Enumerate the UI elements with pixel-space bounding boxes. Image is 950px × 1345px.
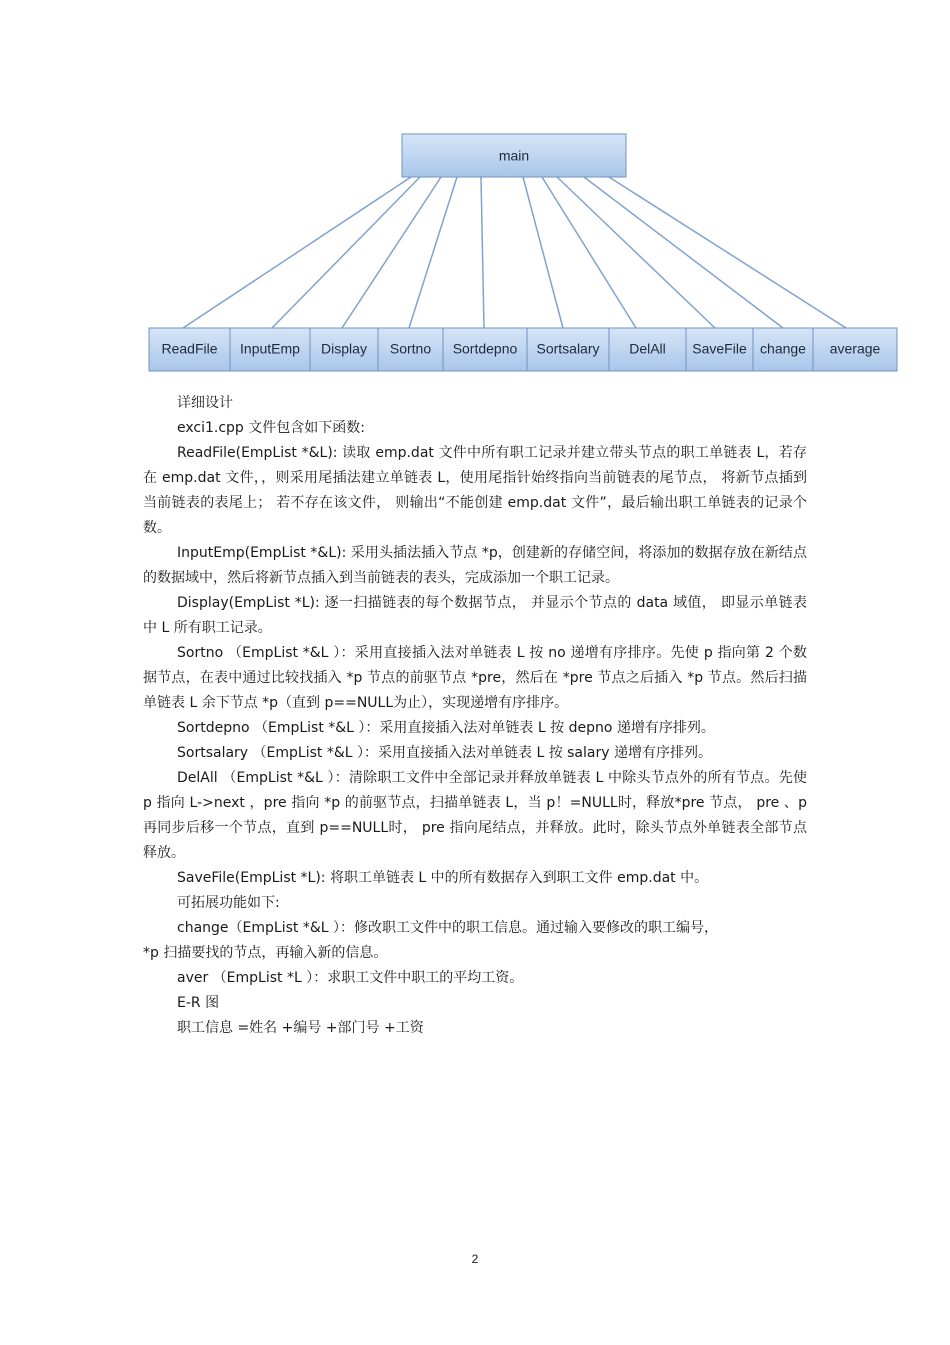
child-nodes xyxy=(149,328,897,371)
connector-line xyxy=(481,177,484,328)
paragraph: aver （EmpList *L ）：求职工文件中职工的平均工资。 xyxy=(177,970,524,986)
child-node-sortsalary xyxy=(527,328,609,371)
paragraph: InputEmp(EmpList *&L): 采用头插法插入节点 *p，创建新的存储空间，将添加的数据存放在新结点的数据域中，然后将新节点插入到当前链表的表头，完成添加一个职工记录。 xyxy=(143,545,807,586)
paragraph: SaveFile(EmpList *L): 将职工单链表 L 中的所有数据存入到职工文件 emp.dat 中。 xyxy=(177,870,709,886)
child-node-label: Display xyxy=(321,340,367,357)
connector-line xyxy=(557,177,715,328)
design-text xyxy=(143,391,807,1041)
connector-line xyxy=(409,177,457,328)
function-hierarchy-diagram xyxy=(0,0,950,380)
child-node-label: Sortno xyxy=(389,340,432,357)
child-node-savefile xyxy=(686,328,753,371)
connector-line xyxy=(342,177,441,328)
paragraph: 职工信息 =姓名 +编号 +部门号 +工资 xyxy=(177,1020,424,1036)
root-node xyxy=(402,134,626,177)
paragraph: E-R 图 xyxy=(177,995,220,1011)
paragraph: Sortsalary （EmpList *&L ）：采用直接插入法对单链表 L 按 salary 递增有序排列。 xyxy=(177,745,712,761)
child-node-display xyxy=(310,328,378,371)
page-number: 2 xyxy=(471,1252,479,1266)
paragraph: 详细设计 xyxy=(177,395,233,411)
child-node-sortno xyxy=(378,328,443,371)
paragraph: 可拓展功能如下: xyxy=(177,895,280,911)
child-node-label: DelAll xyxy=(629,340,666,357)
root-node-label: main xyxy=(498,147,530,164)
child-node-change xyxy=(753,328,813,371)
child-node-label: change xyxy=(760,340,806,357)
paragraph: Sortdepno （EmpList *&L ）：采用直接插入法对单链表 L 按 depno 递增有序排列。 xyxy=(177,720,715,736)
child-node-sortdepno xyxy=(443,328,527,371)
paragraph: ReadFile(EmpList *&L): 读取 emp.dat 文件中所有职工记录并建立带头节点的职工单链表 L，若存在 emp.dat 文件，，则采用尾插法建立单链表 L，使用尾指针始终指向当前链表的尾节点， 将新节点插到当前链表的表尾上； 若不存在该文件， 则输出“不能创建 emp.dat 文件”，最后输出职工单链表的记录个数。 xyxy=(143,445,807,536)
connector-line xyxy=(272,177,420,328)
paragraph: Display(EmpList *L): 逐一扫描链表的每个数据节点， 并显示个节点的 data 域值， 即显示单链表中 L 所有职工记录。 xyxy=(143,595,807,636)
paragraph: *p 扫描要找的节点，再输入新的信息。 xyxy=(143,945,388,961)
connector-line xyxy=(609,177,846,328)
connector-line xyxy=(542,177,636,328)
paragraph: DelAll （EmpList *&L ）：清除职工文件中全部记录并释放单链表 L 中除头节点外的所有节点。先使 p 指向 L->next ，pre 指向 *p 的前驱节点，扫描单链表 L，当 p！=NULL时，释放*pre 节点， pre 、p 再同步后移一个节点，直到 p==NULL时， pre 指向尾结点，并释放。此时，除头节点外单链表全部节点释放。 xyxy=(143,770,807,861)
connector-line xyxy=(183,177,411,328)
child-node-readfile xyxy=(149,328,230,371)
child-node-label: ReadFile xyxy=(161,340,218,357)
child-node-inputemp xyxy=(230,328,310,371)
child-node-average xyxy=(813,328,897,371)
connector-line xyxy=(584,177,783,328)
child-node-label: InputEmp xyxy=(240,340,300,357)
paragraph: Sortno （EmpList *&L ）：采用直接插入法对单链表 L 按 no 递增有序排序。先使 p 指向第 2 个数据节点，在表中通过比较找插入 *p 节点的前驱节点 *pre，然后在 *pre 节点之后插入 *p 节点。然后扫描单链表 L 余下节点 *p（直到 p==NULL为止），实现递增有序排序。 xyxy=(143,645,807,711)
paragraph: change（EmpList *&L ）：修改职工文件中的职工信息。通过输入要修改的职工编号， xyxy=(177,920,718,936)
diagram-connectors xyxy=(183,177,846,328)
child-node-label: Sortsalary xyxy=(536,340,600,357)
child-node-label: Sortdepno xyxy=(452,340,518,357)
child-node-delall xyxy=(609,328,686,371)
connector-line xyxy=(523,177,563,328)
child-node-label: SaveFile xyxy=(692,340,747,357)
paragraph: exci1.cpp 文件包含如下函数: xyxy=(177,420,365,436)
child-node-label: average xyxy=(829,340,881,357)
